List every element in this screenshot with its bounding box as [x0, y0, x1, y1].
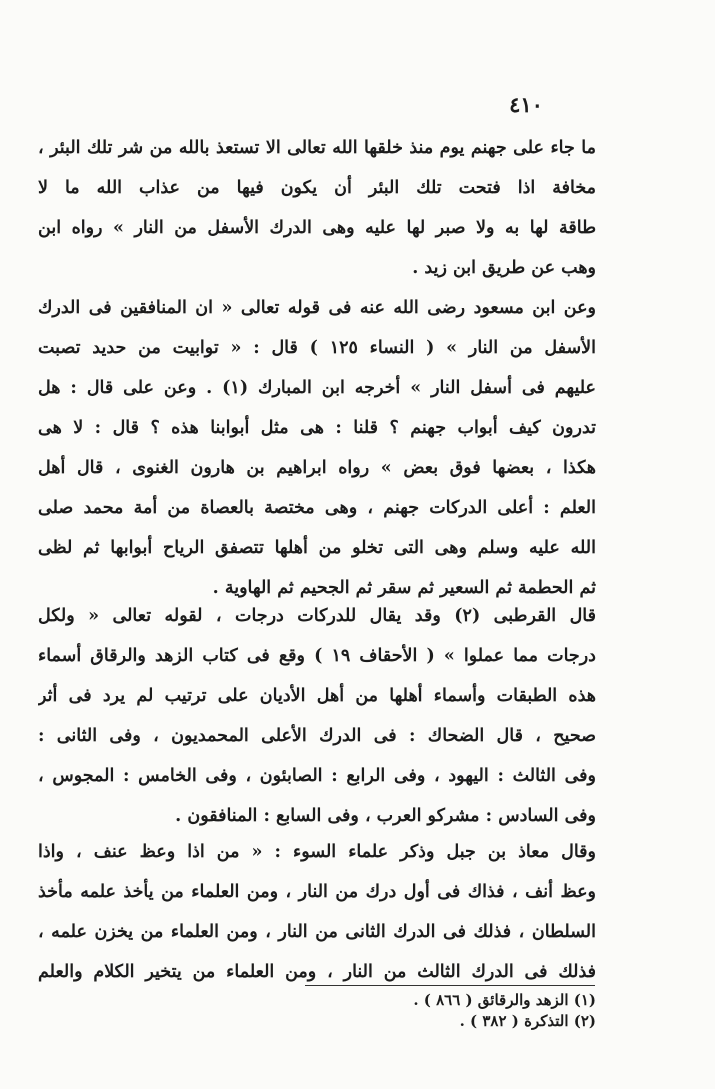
text-line: هكذا ، بعضها فوق بعض » رواه ابراهيم بن هارون الغنوى ، قال أهل [38, 458, 596, 478]
paragraph-1 [38, 128, 596, 288]
text-line: فذلك فى الدرك الثالث من النار ، ومن العلماء من يتخير الكلام والعلم [38, 962, 596, 982]
paragraph-2 [38, 288, 596, 608]
text-line: السلطان ، فذلك فى الدرك الثانى من النار ، ومن العلماء من يخزن علمه ، [38, 922, 596, 942]
text-line: وقال معاذ بن جبل وذكر علماء السوء : « من اذا وعظ عنف ، واذا [38, 842, 596, 862]
text-line: الله عليه وسلم وهى التى تخلو من أهلها تتصفق الرياح أبوابها ثم لظى [38, 538, 596, 558]
paragraph-3 [38, 596, 596, 836]
text-line: وهب عن طريق ابن زيد . [412, 258, 596, 278]
text-line: ثم الحطمة ثم السعير ثم سقر ثم الجحيم ثم الهاوية . [212, 578, 596, 598]
text-line: وعظ أنف ، فذاك فى أول درك من النار ، ومن العلماء من يأخذ علمه مأخذ [38, 882, 596, 902]
page-number: ٤١٠ [509, 92, 543, 117]
footnote-2: (٢) التذكرة ( ٣٨٢ ) . [459, 1012, 596, 1030]
paragraph-4 [38, 832, 596, 992]
text-line: صحيح ، قال الضحاك : فى الدرك الأعلى المحمديون ، وفى الثانى : [38, 726, 596, 746]
text-line: عليهم فى أسفل النار » أخرجه ابن المبارك (١) . وعن على قال : هل [38, 378, 596, 398]
text-line: مخافة اذا فتحت تلك البئر أن يكون فيها من عذاب الله ما لا [38, 178, 596, 198]
footnote-1: (١) الزهد والرقائق ( ٨٦٦ ) . [413, 991, 596, 1009]
text-line: تدرون كيف أبواب جهنم ؟ قلنا : هى مثل أبوابنا هذه ؟ قال : لا هى [38, 418, 596, 438]
text-line: وعن ابن مسعود رضى الله عنه فى قوله تعالى « ان المنافقين فى الدرك [38, 298, 596, 318]
text-line: درجات مما عملوا » ( الأحقاف ١٩ ) وقع فى كتاب الزهد والرقاق أسماء [38, 646, 596, 666]
footnote-divider [305, 985, 595, 986]
text-line: الأسفل من النار » ( النساء ١٢٥ ) قال : « توابيت من حديد تصبت [38, 338, 596, 358]
text-line: وفى الثالث : اليهود ، وفى الرابع : الصابئون ، وفى الخامس : المجوس ، [38, 766, 596, 786]
text-line: قال القرطبى (٢) وقد يقال للدركات درجات ، لقوله تعالى « ولكل [38, 606, 596, 626]
text-line: ما جاء على جهنم يوم منذ خلقها الله تعالى الا تستعذ بالله من شر تلك البئر ، [38, 138, 596, 158]
text-line: هذه الطبقات وأسماء أهلها من أهل الأديان على ترتيب لم يرد فى أثر [38, 686, 596, 706]
text-line: وفى السادس : مشركو العرب ، وفى السابع : المنافقون . [175, 806, 596, 826]
footnotes [300, 990, 596, 1032]
text-line: طاقة لها به ولا صبر لها عليه وهى الدرك الأسفل من النار » رواه ابن [38, 218, 596, 238]
text-line: العلم : أعلى الدركات جهنم ، وهى مختصة بالعصاة من أمة محمد صلى [38, 498, 596, 518]
